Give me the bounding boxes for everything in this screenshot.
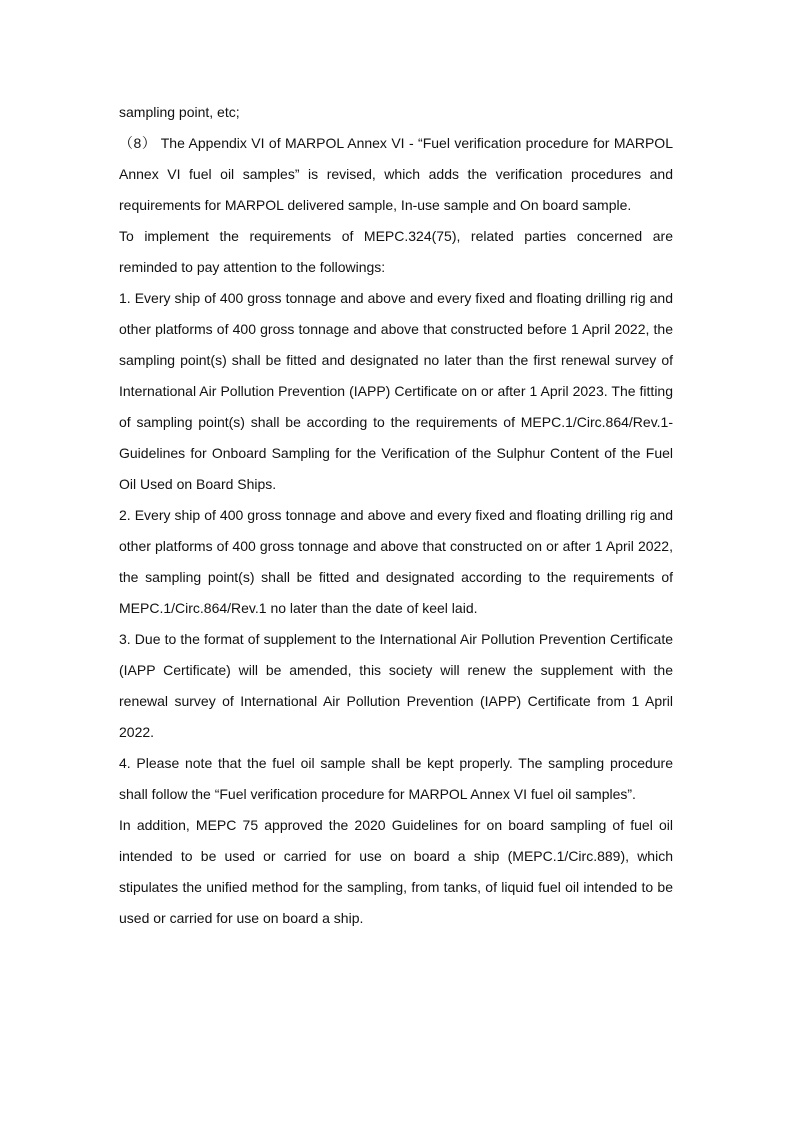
paragraph-appendix-vi-revision: （8） The Appendix VI of MARPOL Annex VI - “Fuel verification procedure for MARPOL Annex VI fuel oil samples” is revised, which adds the verification procedures and requirements for MARPOL delivered sample, In-use sample and On board sample. <box>119 135 673 213</box>
list-item-4-sample-keeping: 4. Please note that the fuel oil sample shall be kept properly. The sampling procedure shall follow the “Fuel verification procedure for MARPOL Annex VI fuel oil samples”. <box>119 755 673 802</box>
paragraph-additional-guidelines: In addition, MEPC 75 approved the 2020 Guidelines for on board sampling of fuel oil intended to be used or carried for use on board a ship (MEPC.1/Circ.889), which stipulates the unified method for the sampling, from tanks, of liquid fuel oil intended to be used or carried for use on board a ship. <box>119 817 673 926</box>
list-item-2-new-ships: 2. Every ship of 400 gross tonnage and above and every fixed and floating drilling rig and other platforms of 400 gross tonnage and above that constructed on or after 1 April 2022, the sampling point(s) shall be fitted and designated according to the requirements of MEPC.1/Circ.864/Rev.1 no later than the date of keel laid. <box>119 507 673 616</box>
paragraph-sampling-point-continuation: sampling point, etc; <box>119 104 240 120</box>
paragraph-implementation-intro: To implement the requirements of MEPC.324(75), related parties concerned are reminded to pay attention to the followings: <box>119 228 673 275</box>
document-body <box>119 97 673 934</box>
list-item-1-existing-ships: 1. Every ship of 400 gross tonnage and above and every fixed and floating drilling rig and other platforms of 400 gross tonnage and above that constructed before 1 April 2022, the sampling point(s) shall be fitted and designated no later than the first renewal survey of International Air Pollution Prevention (IAPP) Certificate on or after 1 April 2023. The fitting of sampling point(s) shall be according to the requirements of MEPC.1/Circ.864/Rev.1- Guidelines for Onboard Sampling for the Verification of the Sulphur Content of the Fuel Oil Used on Board Ships. <box>119 290 673 492</box>
list-item-3-iapp-supplement: 3. Due to the format of supplement to the International Air Pollution Prevention Certificate (IAPP Certificate) will be amended, this society will renew the supplement with the renewal survey of International Air Pollution Prevention (IAPP) Certificate from 1 April 2022. <box>119 631 673 740</box>
